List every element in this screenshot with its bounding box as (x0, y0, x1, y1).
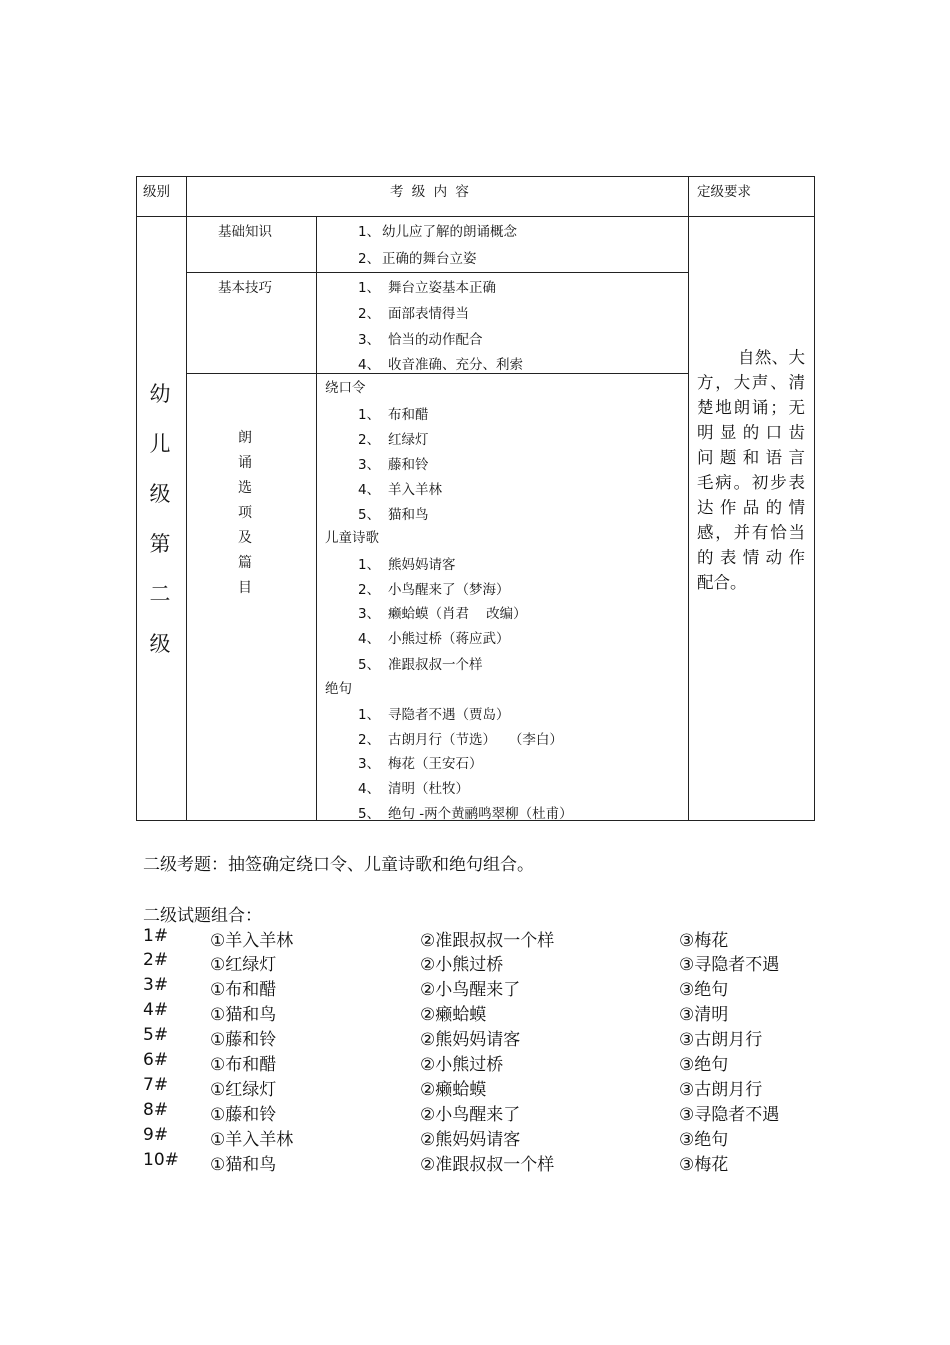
basic-skills-item-num: 1、 (358, 280, 381, 296)
combination-a: ①藤和铃 (210, 1105, 277, 1125)
tongue-twister-item: 猫和鸟 (388, 507, 429, 523)
table-border-right (814, 176, 815, 821)
combination-c: ③绝句 (679, 1130, 729, 1150)
basic-knowledge-item: 正确的舞台立姿 (382, 251, 477, 267)
poem-num: 1、 (358, 557, 381, 573)
quatrain-item: 古朗月行（节选） （李白） (388, 732, 563, 748)
combination-c: ③古朗月行 (679, 1080, 763, 1100)
row-divider-1 (186, 272, 689, 273)
quatrain-num: 1、 (358, 707, 381, 723)
combination-a: ①羊入羊林 (210, 1130, 294, 1150)
combination-id: 2# (143, 950, 169, 970)
combination-id: 9# (143, 1125, 169, 1145)
combination-a: ①布和醋 (210, 1055, 277, 1075)
basic-knowledge-item-num: 2、 (358, 251, 381, 267)
combination-b: ②小熊过桥 (420, 955, 504, 975)
requirement-line: 配合。 (697, 573, 747, 592)
recitation-label-char: 选 (238, 480, 252, 496)
basic-knowledge-label: 基础知识 (218, 224, 272, 240)
quatrain-item: 绝句 -两个黄鹂鸣翠柳（杜甫） (388, 806, 573, 822)
combination-c: ③绝句 (679, 1055, 729, 1075)
recitation-label-char: 项 (238, 505, 252, 521)
combination-id: 7# (143, 1075, 169, 1095)
tongue-twister-num: 1、 (358, 407, 381, 423)
combination-id: 8# (143, 1100, 169, 1120)
combination-id: 5# (143, 1025, 169, 1045)
poem-item: 熊妈妈请客 (388, 557, 456, 573)
tongue-twister-item: 羊入羊林 (388, 482, 442, 498)
tongue-twister-num: 5、 (358, 507, 381, 523)
header-level: 级别 (143, 184, 170, 200)
combination-c: ③清明 (679, 1005, 729, 1025)
exam-topic: 二级考题：抽签确定绕口令、儿童诗歌和绝句组合。 (143, 855, 534, 875)
quatrain-num: 2、 (358, 732, 381, 748)
combination-c: ③古朗月行 (679, 1030, 763, 1050)
quatrain-item: 梅花（王安石） (388, 756, 483, 772)
combination-b: ②小鸟醒来了 (420, 980, 521, 1000)
recitation-label-char: 诵 (238, 455, 252, 471)
level-name-char: 级 (149, 482, 171, 506)
tongue-twister-item: 藤和铃 (388, 457, 429, 473)
basic-knowledge-item-num: 1、 (358, 224, 381, 240)
quatrain-item: 寻隐者不遇（贾岛） (388, 707, 510, 723)
header-requirement: 定级要求 (697, 184, 751, 200)
recitation-label-char: 篇 (238, 555, 252, 571)
recitation-label-char: 及 (238, 530, 252, 546)
tongue-twister-num: 2、 (358, 432, 381, 448)
quatrain-num: 5、 (358, 806, 381, 822)
combination-b: ②小熊过桥 (420, 1055, 504, 1075)
tongue-twister-num: 3、 (358, 457, 381, 473)
combination-id: 3# (143, 975, 169, 995)
combination-id: 6# (143, 1050, 169, 1070)
combination-id: 4# (143, 1000, 169, 1020)
basic-skills-item: 面部表情得当 (388, 306, 469, 322)
quatrain-num: 4、 (358, 781, 381, 797)
level-name-char: 儿 (149, 432, 171, 456)
group-title-childrens-poems: 儿童诗歌 (325, 530, 379, 546)
combination-a: ①羊入羊林 (210, 931, 294, 951)
basic-skills-item-num: 2、 (358, 306, 381, 322)
requirement-line: 楚地朗诵；无 (697, 398, 805, 417)
recitation-label-char: 朗 (238, 430, 252, 446)
combination-a: ①猫和鸟 (210, 1155, 277, 1175)
group-title-quatrains: 绝句 (325, 681, 352, 697)
poem-item: 癞蛤蟆（肖君 改编） (388, 606, 527, 622)
basic-skills-label: 基本技巧 (218, 280, 272, 296)
basic-skills-item: 舞台立姿基本正确 (388, 280, 496, 296)
combination-b: ②准跟叔叔一个样 (420, 931, 555, 951)
quatrain-num: 3、 (358, 756, 381, 772)
poem-num: 5、 (358, 657, 381, 673)
poem-item: 小鸟醒来了（梦海） (388, 582, 510, 598)
basic-skills-item: 恰当的动作配合 (388, 332, 483, 348)
level-name-char: 幼 (149, 382, 171, 406)
level-name-char: 级 (149, 632, 171, 656)
quatrain-item: 清明（杜牧） (388, 781, 469, 797)
combination-a: ①布和醋 (210, 980, 277, 1000)
combination-a: ①红绿灯 (210, 955, 277, 975)
combination-id: 10# (143, 1150, 179, 1170)
combination-a: ①红绿灯 (210, 1080, 277, 1100)
combination-b: ②准跟叔叔一个样 (420, 1155, 555, 1175)
combinations-title: 二级试题组合： (143, 906, 262, 926)
combination-c: ③寻隐者不遇 (679, 1105, 780, 1125)
level-name-char: 二 (149, 582, 171, 606)
combination-b: ②熊妈妈请客 (420, 1130, 521, 1150)
combination-c: ③梅花 (679, 1155, 729, 1175)
basic-skills-item: 收音准确、充分、利索 (388, 357, 523, 373)
col-divider-2 (316, 216, 317, 821)
poem-num: 3、 (358, 606, 381, 622)
poem-item: 小熊过桥（蒋应武） (388, 631, 510, 647)
table-border-left (136, 176, 137, 821)
combination-b: ②癞蛤蟆 (420, 1005, 487, 1025)
basic-skills-item-num: 4、 (358, 357, 381, 373)
requirement-line: 毛病。初步表 (697, 473, 805, 492)
poem-item: 准跟叔叔一个样 (388, 657, 483, 673)
header-divider (136, 216, 815, 217)
poem-num: 2、 (358, 582, 381, 598)
combination-a: ①猫和鸟 (210, 1005, 277, 1025)
basic-skills-item-num: 3、 (358, 332, 381, 348)
recitation-label-char: 目 (238, 580, 252, 596)
group-title-tongue-twisters: 绕口令 (325, 380, 366, 396)
requirement-line: 的表情动作 (697, 548, 805, 567)
tongue-twister-num: 4、 (358, 482, 381, 498)
requirement-line: 达作品的情 (697, 498, 805, 517)
basic-knowledge-item: 幼儿应了解的朗诵概念 (382, 224, 517, 240)
poem-num: 4、 (358, 631, 381, 647)
combination-c: ③寻隐者不遇 (679, 955, 780, 975)
combination-id: 1# (143, 926, 169, 946)
requirement-line: 方，大声、清 (697, 373, 805, 392)
combination-b: ②癞蛤蟆 (420, 1080, 487, 1100)
requirement-line: 问题和语言 (697, 448, 805, 467)
combination-b: ②熊妈妈请客 (420, 1030, 521, 1050)
combination-a: ①藤和铃 (210, 1030, 277, 1050)
requirement-line: 感，并有恰当 (697, 523, 805, 542)
combination-c: ③梅花 (679, 931, 729, 951)
combination-c: ③绝句 (679, 980, 729, 1000)
row-divider-2 (186, 373, 689, 374)
header-content: 考 级 内 容 (390, 184, 471, 200)
table-border-top (136, 176, 815, 177)
combination-b: ②小鸟醒来了 (420, 1105, 521, 1125)
tongue-twister-item: 红绿灯 (388, 432, 429, 448)
requirement-line: 自然、大 (738, 348, 805, 367)
requirement-line: 明显的口齿 (697, 423, 805, 442)
level-name-char: 第 (149, 532, 171, 556)
tongue-twister-item: 布和醋 (388, 407, 429, 423)
